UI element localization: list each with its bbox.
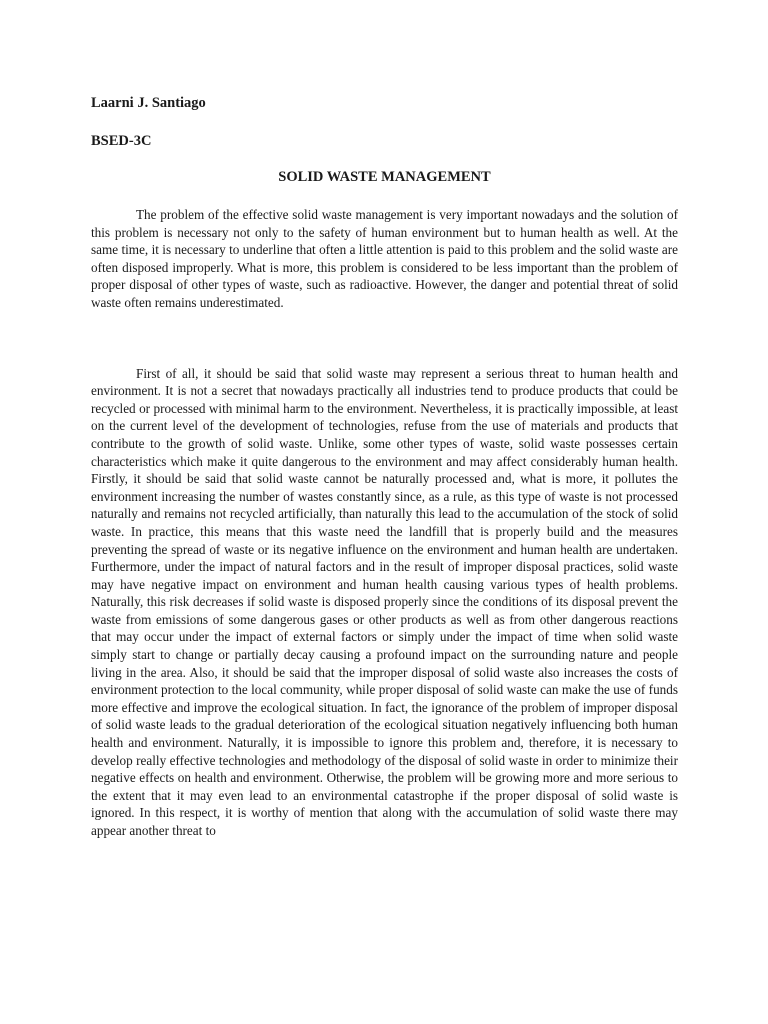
document-body [91, 86, 678, 840]
paragraph: First of all, it should be said that solid waste may represent a serious threat to human health and environment. It is not a secret that nowadays practically all industries tend to produce products that could be recycled or processed with minimal harm to the environment. Nevertheless, it is practically impossible, at least on the current level of the development of technologies, refuse from the use of materials and products that contribute to the growth of solid waste. Unlike, some other types of waste, solid waste possesses certain characteristics which make it quite dangerous to the environment and may affect considerably human health. Firstly, it should be said that solid waste cannot be naturally processed and, what is more, it pollutes the environment increasing the number of wastes constantly since, as a rule, as this type of waste is not processed naturally and remains not recycled artificially, than naturally this lead to the accumulation of the stock of solid waste. In practice, this means that this waste need the landfill that is properly build and the measures preventing the spread of waste or its negative influence on the environment and human health are undertaken. Furthermore, under the impact of natural factors and in the result of improper disposal practices, solid waste may have negative impact on environment and human health causing various types of health problems. Naturally, this risk decreases if solid waste is disposed properly since the conditions of its disposal prevent the waste from emissions of some dangerous gases or other products as well as from other dangerous reactions that may occur under the impact of external factors or simply under the impact of time when solid waste simply start to change or partially decay causing a profound impact on the surrounding nature and people living in the area. Also, it should be said that the improper disposal of solid waste also increases the costs of environment protection to the local community, while proper disposal of solid waste can make the use of funds more effective and improve the ecological situation. In fact, the ignorance of the problem of improper disposal of solid waste leads to the gradual deterioration of the ecological situation negatively influencing both human health and environment. Naturally, it is impossible to ignore this problem and, therefore, it is necessary to develop really effective technologies and methodology of the disposal of solid waste in order to minimize their negative effects on health and environment. Otherwise, the problem will be growing more and more serious to the extent that it may even lead to an environmental catastrophe if the proper disposal of solid waste is ignored. In this respect, it is worthy of mention that along with the accumulation of solid waste there may appear another threat to [91, 365, 678, 838]
course-section: BSED-3C [91, 133, 152, 149]
author-name: Laarni J. Santiago [91, 95, 206, 111]
paragraph: The problem of the effective solid waste management is very important nowadays and the solution of this problem is necessary not only to the safety of human environment but to human health as well. At the same time, it is necessary to underline that often a little attention is paid to this problem and the solid waste are often disposed improperly. What is more, this problem is considered to be less important than the problem of proper disposal of other types of waste, such as radioactive. However, the danger and potential threat of solid waste often remains underestimated. [91, 207, 678, 310]
document-title: SOLID WASTE MANAGEMENT [278, 169, 491, 185]
